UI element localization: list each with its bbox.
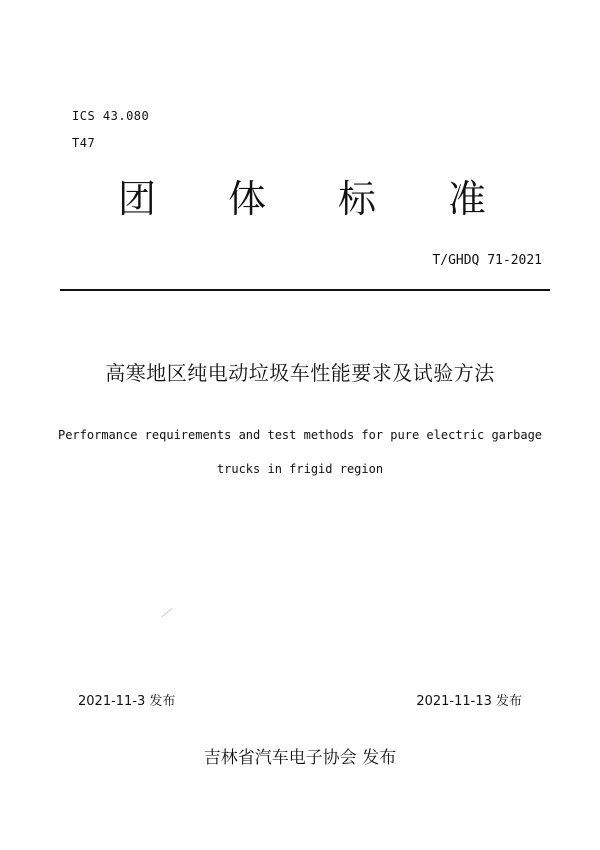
standard-type-char-4: 准 [448,177,487,221]
header-divider [60,289,550,291]
standard-type-char-3: 标 [338,177,377,221]
title-chinese: 高寒地区纯电动垃圾车性能要求及试验方法 [105,361,495,385]
standard-type-char-1: 团 [118,177,157,221]
issue-date: 2021-11-3 发布 [78,694,176,709]
standard-type-char-2: 体 [228,177,267,221]
implementation-date: 2021-11-13 发布 [416,694,522,709]
title-english-line-1: Performance requirements and test methods for pure electric garbage [57,428,543,442]
title-english-line-2: trucks in frigid region [216,462,384,476]
classification-code: T47 [72,136,96,150]
publisher: 吉林省汽车电子协会 发布 [203,748,397,768]
scan-mark [161,608,172,618]
standard-code: T/GHDQ 71-2021 [432,253,542,268]
ics-code: ICS 43.080 [72,109,150,123]
